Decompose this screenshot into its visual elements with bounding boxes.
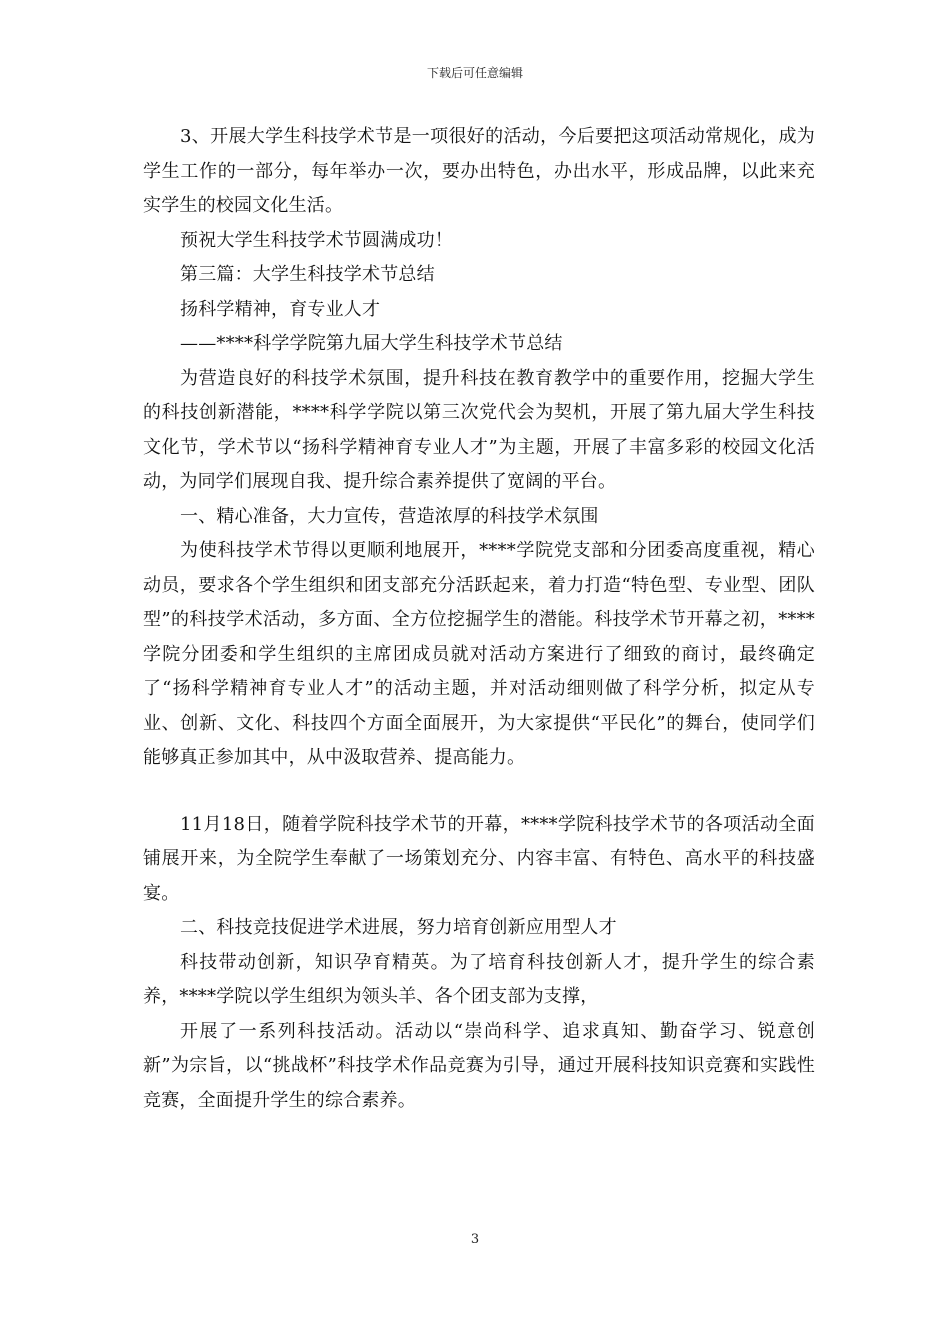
paragraph-innovation: 科技带动创新，知识孕育精英。为了培育科技创新人才，提升学生的综合素养，****学院以学生组织为领头羊、各个团支部为支撑，: [143, 951, 815, 1007]
paragraph-opening-nov-18: 11月18日，随着学院科技学术节的开幕，****学院科技学术节的各项活动全面铺展开来，为全院学生奉献了一场策划充分、内容丰富、有特色、高水平的科技盛宴。: [143, 813, 815, 904]
document-body: [143, 120, 815, 1118]
page-number: 3: [470, 1232, 480, 1247]
paragraph-wish-success: 预祝大学生科技学术节圆满成功！: [180, 229, 453, 251]
document-title: 扬科学精神，育专业人才: [180, 298, 381, 320]
section-heading-one: 一、精心准备，大力宣传，营造浓厚的科技学术氛围: [180, 505, 599, 527]
paragraph-activities: 开展了一系列科技活动。活动以“崇尚科学、追求真知、勤奋学习、锐意创新”为宗旨，以“挑战杯”科技学术作品竞赛为引导，通过开展科技知识竞赛和实践性竞赛，全面提升学生的综合素养。: [143, 1020, 815, 1111]
section-heading-part-three: 第三篇：大学生科技学术节总结: [180, 264, 435, 285]
section-heading-two: 二、科技竞技促进学术进展，努力培育创新应用型人才: [180, 917, 617, 938]
paragraph-item-3-regularize: 3、开展大学生科技学术节是一项很好的活动，今后要把这项活动常规化，成为学生工作的一部分，每年举办一次，要办出特色，办出水平，形成品牌，以此来充实学生的校园文化生活。: [143, 126, 815, 216]
document-subtitle: ——****科学学院第九届大学生科技学术节总结: [180, 333, 563, 354]
paragraph-preparation: 为使科技学术节得以更顺利地展开，****学院党支部和分团委高度重视，精心动员，要求各个学生组织和团支部充分活跃起来，着力打造“特色型、专业型、团队型”的科技学术活动，多方面、全方位挖掘学生的潜能。科技学术节开幕之初，****学院分团委和学生组织的主席团成员就对活动方案进行了细致的商讨，最终确定了“扬科学精神育专业人才”的活动主题，并对活动细则做了科学分析，拟定从专业、创新、文化、科技四个方面全面展开，为大家提供“平民化”的舞台，使同学们能够真正参加其中，从中汲取营养、提高能力。: [143, 540, 815, 768]
page-header: 下载后可任意编辑: [426, 66, 523, 80]
paragraph-introduction: 为营造良好的科技学术氛围，提升科技在教育教学中的重要作用，挖掘大学生的科技创新潜能，****科学学院以第三次党代会为契机，开展了第九届大学生科技文化节，学术节以“扬科学精神育专业人才”为主题，开展了丰富多彩的校园文化活动，为同学们展现自我、提升综合素养提供了宽阔的平台。: [143, 367, 815, 492]
